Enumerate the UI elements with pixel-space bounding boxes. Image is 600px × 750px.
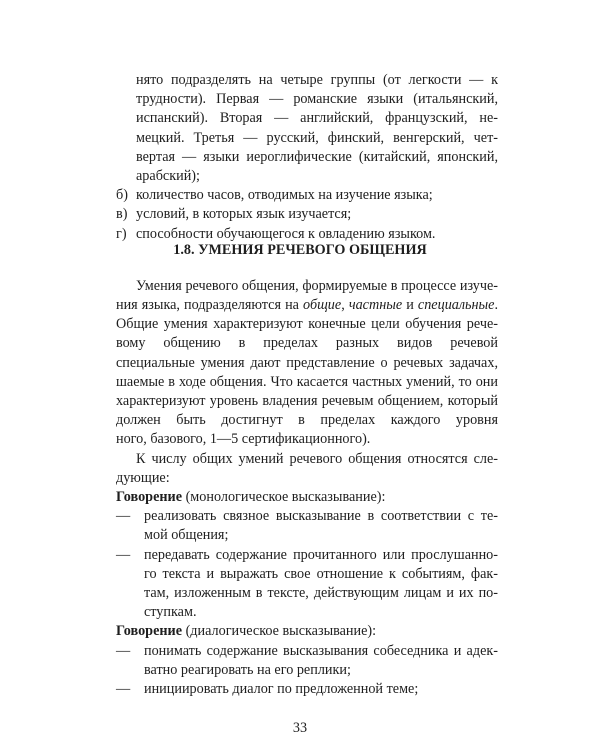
text-line: вому общению в пределах разных видов речевой (116, 335, 498, 352)
subheading-speaking-dialogue: Говорение (диалогическое высказывание): (116, 623, 377, 640)
text-line: характеризуют уровень владения речевым общением, который (116, 392, 498, 409)
text-line: дующие: (116, 469, 170, 486)
text-line: Общие умения характеризуют конечные цели обучения рече- (116, 316, 498, 333)
text-line: ного, базового, 1—5 сертификационного). (116, 431, 371, 448)
dash-marker: — (116, 642, 131, 659)
text-line: нято подразделять на четыре группы (от легкости — к (136, 72, 498, 88)
list-marker: г) (116, 225, 127, 242)
text-line: шаемые в ходе общения. Что касается частных умений, то они (116, 373, 498, 390)
dash-marker: — (116, 546, 131, 563)
text-line: инициировать диалог по предложенной теме; (144, 680, 419, 697)
text-line: арабский); (136, 168, 200, 184)
text-line: мой общения; (144, 527, 229, 544)
list-marker: в) (116, 206, 128, 223)
list-marker: б) (116, 187, 128, 204)
text-line: специальные умения дают представление о речевых задачах, (116, 354, 498, 371)
text-line: го текста и выражать свое отношение к событиям, фак- (144, 565, 498, 582)
text-line: реализовать связное высказывание в соответствии с те- (144, 508, 498, 525)
subheading-speaking-monologue: Говорение (монологическое высказывание): (116, 488, 386, 505)
emphasis-term: специальные (417, 296, 495, 313)
text-line: ватно реагировать на его реплики; (144, 661, 351, 678)
page-number: 33 (292, 720, 308, 736)
text-line: там, изложенным в тексте, действующим лицам и их по- (144, 584, 498, 601)
bold-label: Говорение (116, 488, 183, 505)
text-line: Умения речевого общения, формируемые в процессе изуче- (136, 277, 498, 294)
bold-label: Говорение (116, 623, 183, 640)
text-line: понимать содержание высказывания собеседника и адек- (144, 642, 498, 659)
text-line-with-emphasis: ния языка, подразделяются на общие, частные и специальные. (116, 296, 498, 313)
emphasis-term: общие (303, 296, 342, 313)
text-line: трудности). Первая — романские языки (итальянский, (136, 91, 498, 108)
text-line: должен быть достигнут в пределах каждого уровня (116, 412, 498, 429)
text-line: К числу общих умений речевого общения относятся сле- (136, 450, 498, 467)
dash-marker: — (116, 680, 131, 697)
text-line: ступкам. (144, 604, 197, 621)
list-item: способности обучающегося к овладению языком. (136, 225, 436, 242)
text-line: испанский). Вторая — английский, французский, не- (136, 110, 498, 127)
emphasis-term: частные (348, 296, 403, 313)
text-line: вертая — языки иероглифические (китайский, японский, (136, 148, 498, 165)
dash-marker: — (116, 508, 131, 525)
section-heading: 1.8. УМЕНИЯ РЕЧЕВОГО ОБЩЕНИЯ (173, 242, 427, 259)
list-item: условий, в которых язык изучается; (136, 206, 352, 223)
list-item: количество часов, отводимых на изучение языка; (136, 187, 433, 204)
text-line: мецкий. Третья — русский, финский, венгерский, чет- (136, 129, 498, 146)
text-line: передавать содержание прочитанного или прослушанно- (144, 546, 498, 563)
